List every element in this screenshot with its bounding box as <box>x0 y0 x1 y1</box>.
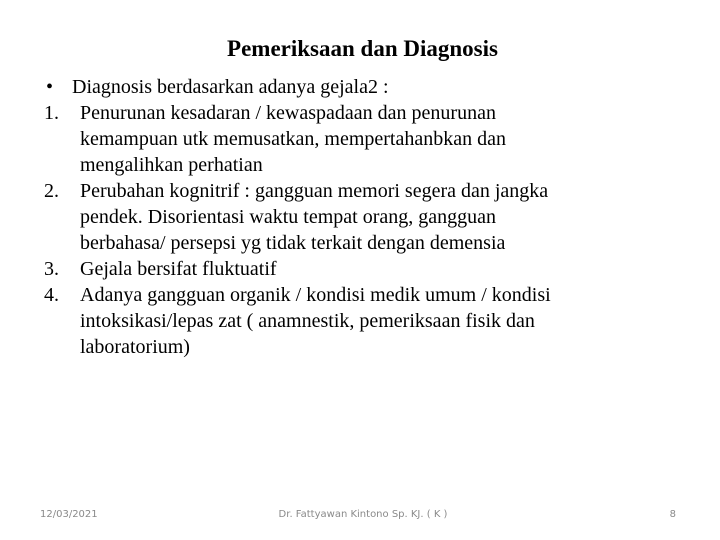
list-item-line: Adanya gangguan organik / kondisi medik umum / kondisi <box>80 284 551 306</box>
list-item-line: Gejala bersifat fluktuatif <box>80 258 277 280</box>
list-item-text <box>80 100 684 178</box>
footer-author: Dr. Fattyawan Kintono Sp. KJ. ( K ) <box>278 509 448 520</box>
list-item-line: berbahasa/ persepsi yg tidak terkait dengan demensia <box>80 232 506 254</box>
list-item-text <box>80 256 684 282</box>
list-item-line: intoksikasi/lepas zat ( anamnestik, pemeriksaan fisik dan <box>80 310 535 332</box>
list-number: 2. <box>44 180 59 202</box>
slide-content <box>44 74 684 360</box>
list-item-text <box>80 178 684 256</box>
footer-date: 12/03/2021 <box>40 509 98 520</box>
bullet-marker: • <box>46 76 54 98</box>
list-item-1 <box>44 100 684 178</box>
list-item-line: mengalihkan perhatian <box>80 154 263 176</box>
slide-title: Pemeriksaan dan Diagnosis <box>227 36 498 61</box>
list-item-line: Perubahan kognitrif : gangguan memori segera dan jangka <box>80 180 549 202</box>
list-number: 4. <box>44 284 59 306</box>
bullet-item <box>44 74 684 100</box>
list-item-line: pendek. Disorientasi waktu tempat orang, gangguan <box>80 206 496 228</box>
list-item-2 <box>44 178 684 256</box>
list-number: 1. <box>44 102 59 124</box>
list-item-3 <box>44 256 684 282</box>
list-item-line: Penurunan kesadaran / kewaspadaan dan penurunan <box>80 102 496 124</box>
footer-page-number: 8 <box>669 509 676 520</box>
list-item-line: kemampuan utk memusatkan, mempertahanbkan dan <box>80 128 506 150</box>
bullet-text: Diagnosis berdasarkan adanya gejala2 : <box>72 76 389 98</box>
list-item-line: laboratorium) <box>80 336 190 358</box>
list-item-text <box>80 282 684 360</box>
list-item-4 <box>44 282 684 360</box>
list-number: 3. <box>44 258 59 280</box>
